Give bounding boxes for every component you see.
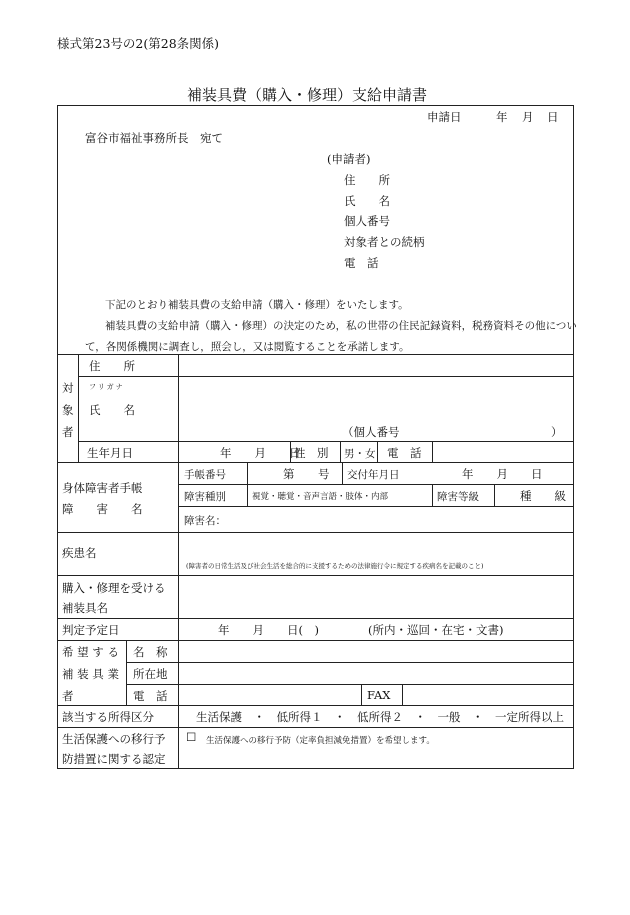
consent-statement-line1: 補装具費の支給申請（購入・修理）の決定のため，私の世帯の住民記録資料，税務資料その他につい	[105, 320, 577, 332]
applicant-personal-number-label: 個人番号	[344, 214, 390, 228]
date-day: 日	[547, 110, 559, 124]
addressee: 富谷市福祉事務所長 宛て	[85, 131, 223, 145]
vendor-location-field[interactable]	[180, 664, 573, 683]
disability-type-label: 障害種別	[184, 491, 226, 503]
form-title: 補装具費（購入・修理）支給申請書	[187, 86, 428, 104]
applicant-address-label: 住 所	[344, 173, 390, 187]
illness-label: 疾患名	[62, 546, 97, 560]
book-number-go: 号	[318, 467, 330, 481]
vendor-label-line1: 希 望 す る	[62, 645, 119, 659]
vendor-name-field[interactable]	[180, 642, 573, 661]
transition-checkbox[interactable]: ☐	[186, 730, 197, 744]
disability-book-label: 身体障害者手帳	[62, 481, 143, 495]
book-number-label: 手帳番号	[184, 469, 226, 481]
application-statement: 下記のとおり補装具費の支給申請（購入・修理）をいたします。	[105, 299, 409, 311]
book-number-dai: 第	[283, 467, 295, 481]
subject-name-field[interactable]	[180, 379, 573, 419]
issue-date-field[interactable]: 年 月 日	[462, 467, 543, 481]
disability-name-field-label: 障害名：	[184, 515, 226, 527]
subject-personal-number-field[interactable]	[412, 421, 547, 439]
illness-note: (障害者の日常生活及び社会生活を総合的に支援するための法律施行令に規定する疾病名を記載のこと)	[186, 562, 484, 570]
subject-address-label: 住 所	[89, 359, 135, 373]
sex-options[interactable]: 男・女	[344, 448, 376, 460]
issue-date-label: 交付年月日	[347, 469, 400, 481]
disability-name-field[interactable]	[235, 508, 572, 530]
judgment-date-label: 判定予定日	[62, 623, 120, 637]
subject-label-3: 者	[62, 425, 74, 439]
sex-label: 性 別	[294, 446, 329, 460]
judgment-date-field[interactable]: 年 月 日( )	[218, 623, 319, 637]
date-year: 年	[496, 110, 508, 124]
vendor-location-label: 所在地	[133, 667, 168, 681]
date-month: 月	[522, 110, 534, 124]
disability-grade-unit: 種 級	[520, 489, 566, 503]
vendor-phone-label: 電 話	[133, 689, 168, 703]
birth-date-label: 生年月日	[87, 446, 133, 460]
subject-label-1: 対	[62, 381, 74, 395]
vendor-fax-field[interactable]	[404, 686, 572, 704]
personal-number-close-paren: ）	[551, 425, 563, 439]
disability-grade-label: 障害等級	[437, 491, 479, 503]
furigana-label: フリガナ	[89, 383, 125, 391]
vendor-label-line3: 者	[62, 689, 74, 703]
consent-statement-line2: て，各関係機関に調査し，照会し，又は閲覧することを承諾します。	[85, 341, 410, 353]
device-label-line1: 購入・修理を受ける	[62, 581, 166, 595]
vendor-label-line2: 補 装 具 業	[62, 667, 119, 681]
income-class-label: 該当する所得区分	[62, 710, 154, 724]
applicant-phone-label: 電 話	[344, 256, 379, 270]
device-name-field[interactable]	[180, 578, 573, 616]
vendor-phone-field[interactable]	[180, 686, 360, 704]
birth-date-field[interactable]: 年 月 日	[220, 446, 301, 460]
device-label-line2: 補装具名	[62, 601, 108, 615]
subject-personal-number-label: （個人番号	[342, 425, 400, 439]
vendor-name-label: 名 称	[133, 645, 168, 659]
illness-field[interactable]	[180, 535, 573, 557]
subject-address-field[interactable]	[180, 357, 573, 375]
judgment-place-options[interactable]: (所内・巡回・在宅・文書)	[368, 623, 504, 637]
disability-type-options[interactable]: 視覚・聴覚・音声言語・肢体・内部	[252, 492, 389, 502]
applicant-relation-label: 対象者との続柄	[344, 235, 425, 249]
form-number: 様式第23号の2(第28条関係)	[57, 36, 220, 51]
disability-name-label: 障 害 名	[62, 502, 143, 516]
subject-label-2: 象	[62, 403, 74, 417]
application-date-label: 申請日	[427, 110, 462, 124]
transition-label-line2: 防措置に関する認定	[62, 752, 166, 766]
subject-phone-label: 電 話	[387, 446, 422, 460]
transition-label-line1: 生活保護への移行予	[62, 732, 166, 746]
income-class-options[interactable]: 生活保護 ・ 低所得１ ・ 低所得２ ・ 一般 ・ 一定所得以上	[196, 710, 564, 724]
applicant-name-label: 氏 名	[344, 194, 390, 208]
applicant-heading: (申請者)	[327, 152, 371, 166]
vendor-fax-label: FAX	[367, 688, 391, 702]
subject-phone-field[interactable]	[434, 443, 572, 461]
transition-text: 生活保護への移行予防（定率負担減免措置）を希望します。	[206, 736, 435, 746]
subject-name-label: 氏 名	[89, 403, 135, 417]
